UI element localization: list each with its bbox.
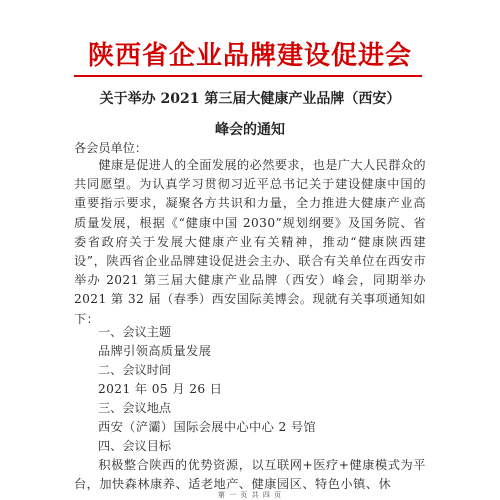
section-theme (74, 323, 426, 361)
notice-title-line2: 峰会的通知 (215, 122, 285, 138)
section-heading: 四、会议目标 (98, 439, 172, 453)
section-body: 2021 年 05 月 26 日 (98, 382, 223, 397)
page-footer: 第 一 页 共 四 页 (217, 491, 283, 499)
section-goal (74, 437, 426, 456)
section-heading: 二、会议时间 (98, 363, 172, 377)
section-body: 品牌引领高质量发展 (98, 344, 212, 359)
intro-paragraph: 健康是促进人的全面发展的必然要求，也是广大人民群众的共同愿望。为认真学习贯彻习近平总书记关于建设健康中国的重要指示要求，凝聚各方共识和力量，全力推进大健康产业高质量发展，根据《“健康中国 2030”规划纲要》及国务院、省委省政府关于发展大健康产业有关精神，推动“健康陕西建设”，陕西省企业品牌建设促进会主办、联合有关单位在西安市举办 2021 第三届大健康产业品牌（西安）峰会，同期举办 2021 第 32 届（春季）西安国际美博会。现就有关事项通知如下： (74, 158, 426, 326)
section-time (74, 361, 426, 399)
salutation: 各会员单位： (74, 141, 148, 155)
section-heading: 三、会议地点 (98, 401, 172, 415)
section-venue (74, 399, 426, 437)
goal-paragraph: 积极整合陕西的优势资源，以互联网+医疗+健康模式为平台，加快森林康养、适老地产、健康园区、特色小镇、休 (74, 458, 426, 492)
red-header-rule (74, 75, 422, 77)
section-heading: 一、会议主题 (98, 325, 172, 339)
organization-header: 陕西省企业品牌建设促进会 (87, 41, 412, 71)
notice-title-line1: 关于举办 2021 第三届大健康产业品牌（西安） (99, 91, 401, 107)
section-body: 西安（浐灞）国际会展中心中心 2 号馆 (98, 420, 317, 435)
